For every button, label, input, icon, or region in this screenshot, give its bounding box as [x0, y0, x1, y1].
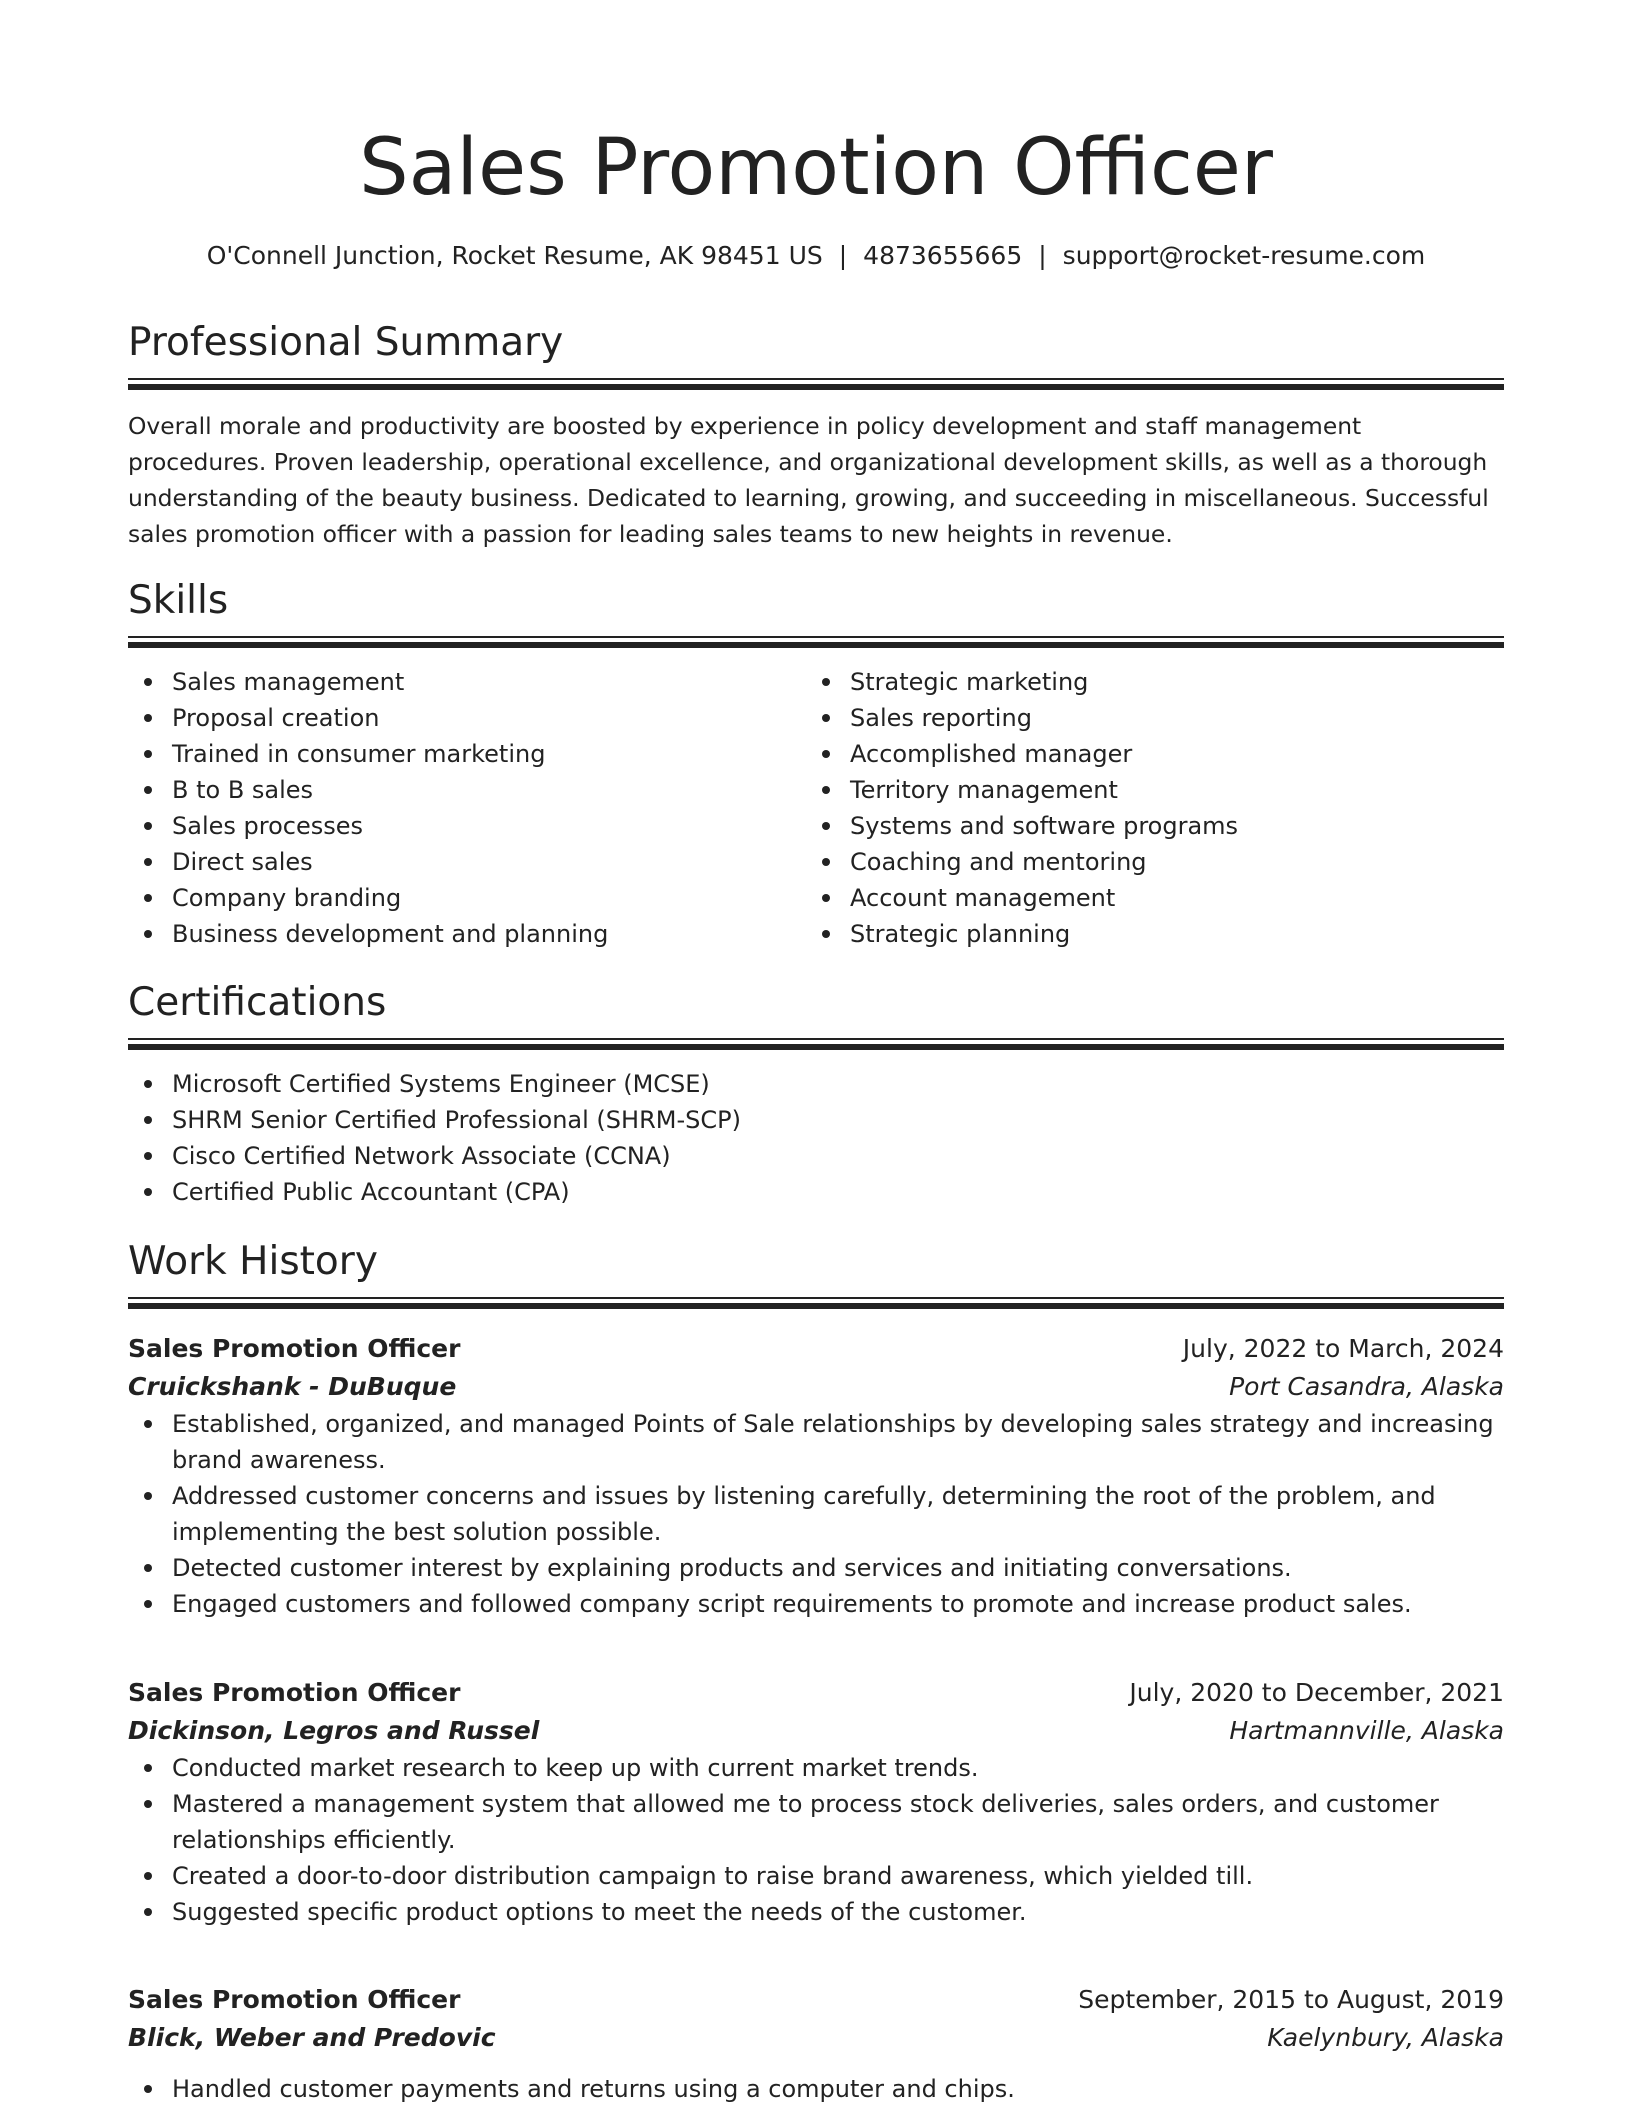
section-divider: [128, 1038, 1504, 1052]
job-bullet: Detected customer interest by explaining products and services and initiating conversations.: [128, 1550, 1504, 1586]
skill-item: Trained in consumer marketing: [128, 736, 806, 772]
job-location: Port Casandra, Alaska: [1229, 1372, 1504, 1401]
contact-line: [128, 238, 1504, 274]
job-entry: [128, 1330, 1504, 1622]
skill-item: Territory management: [806, 772, 1484, 808]
skill-item: Strategic planning: [806, 916, 1484, 952]
job-title: Sales Promotion Officer: [128, 1985, 461, 2014]
contact-separator: |: [1038, 241, 1047, 270]
job-bullet: Conducted market research to keep up with current market trends.: [128, 1750, 1504, 1786]
skill-item: Company branding: [128, 880, 806, 916]
job-subheader-row: [128, 2019, 1504, 2057]
work-history-section: [128, 1237, 1504, 1311]
job-entry: [128, 1674, 1504, 1930]
job-bullet: Suggested specific product options to meet the needs of the customer.: [128, 1894, 1504, 1930]
summary-section: [128, 318, 1504, 552]
contact-email: support@rocket-resume.com: [1062, 241, 1426, 270]
skills-columns: [128, 664, 1504, 952]
skill-item: Strategic marketing: [806, 664, 1484, 700]
certifications-section: [128, 978, 1504, 1210]
section-title-work-history: Work History: [128, 1239, 378, 1284]
skill-item: Sales management: [128, 664, 806, 700]
section-title-summary: Professional Summary: [128, 320, 564, 365]
page-title: Sales Promotion Officer: [359, 123, 1273, 213]
job-bullet: Addressed customer concerns and issues by listening carefully, determining the root of the problem, and implementing the best solution possible.: [128, 1478, 1504, 1550]
summary-text: Overall morale and productivity are boosted by experience in policy development and staff management procedures. Proven leadership, operational excellence, and organizational development skills, as well as a thorough understanding of the beauty business. Dedicated to learning, growing, and succeeding in miscellaneous. Successful sales promotion officer with a passion for leading sales teams to new heights in revenue.: [128, 412, 1489, 548]
skill-item: Proposal creation: [128, 700, 806, 736]
job-company: Dickinson, Legros and Russel: [128, 1716, 540, 1745]
certifications-list: [128, 1066, 1504, 1210]
skill-item: Coaching and mentoring: [806, 844, 1484, 880]
job-header-row: [128, 1674, 1504, 1712]
skill-item: Accomplished manager: [806, 736, 1484, 772]
certification-item: Certified Public Accountant (CPA): [128, 1174, 1504, 1210]
skill-item: Account management: [806, 880, 1484, 916]
job-dates: September, 2015 to August, 2019: [1078, 1985, 1504, 2014]
skill-item: B to B sales: [128, 772, 806, 808]
skill-item: Systems and software programs: [806, 808, 1484, 844]
contact-separator: |: [838, 241, 848, 270]
section-divider: [128, 636, 1504, 650]
skills-list-left: [128, 664, 806, 952]
job-dates: July, 2022 to March, 2024: [1182, 1334, 1504, 1363]
section-title-skills: Skills: [128, 578, 229, 623]
job-header-row: [128, 1981, 1504, 2019]
job-bullet: Handled customer payments and returns using a computer and chips.: [128, 2071, 1504, 2107]
job-title: Sales Promotion Officer: [128, 1334, 461, 1363]
job-bullets: [128, 1750, 1504, 1930]
job-company: Cruickshank - DuBuque: [128, 1372, 457, 1401]
skill-item: Direct sales: [128, 844, 806, 880]
contact-phone: 4873655665: [863, 241, 1023, 270]
section-title-certifications: Certifications: [128, 980, 387, 1025]
job-bullet: Created a door-to-door distribution campaign to raise brand awareness, which yielded till.: [128, 1858, 1504, 1894]
skill-item: Sales reporting: [806, 700, 1484, 736]
skills-section: [128, 576, 1504, 952]
job-location: Kaelynbury, Alaska: [1267, 2023, 1504, 2052]
job-bullet: Mastered a management system that allowed me to process stock deliveries, sales orders, and customer relationships efficiently.: [128, 1786, 1504, 1858]
job-location: Hartmannville, Alaska: [1229, 1716, 1504, 1745]
job-bullet: Engaged customers and followed company script requirements to promote and increase product sales.: [128, 1586, 1504, 1622]
job-bullets: [128, 2071, 1504, 2107]
job-bullets: [128, 1406, 1504, 1622]
certification-item: Microsoft Certified Systems Engineer (MCSE): [128, 1066, 1504, 1102]
skill-item: Business development and planning: [128, 916, 806, 952]
job-entry: [128, 1981, 1504, 2107]
job-dates: July, 2020 to December, 2021: [1129, 1678, 1504, 1707]
skill-item: Sales processes: [128, 808, 806, 844]
section-divider: [128, 378, 1504, 392]
job-company: Blick, Weber and Predovic: [128, 2023, 496, 2052]
job-subheader-row: [128, 1712, 1504, 1750]
job-subheader-row: [128, 1368, 1504, 1406]
certification-item: SHRM Senior Certified Professional (SHRM-SCP): [128, 1102, 1504, 1138]
skills-list-right: [806, 664, 1484, 952]
job-title: Sales Promotion Officer: [128, 1678, 461, 1707]
section-divider: [128, 1297, 1504, 1311]
job-header-row: [128, 1330, 1504, 1368]
contact-address: O'Connell Junction, Rocket Resume, AK 98451 US: [206, 241, 823, 270]
certification-item: Cisco Certified Network Associate (CCNA): [128, 1138, 1504, 1174]
job-bullet: Established, organized, and managed Points of Sale relationships by developing sales strategy and increasing brand awareness.: [128, 1406, 1504, 1478]
